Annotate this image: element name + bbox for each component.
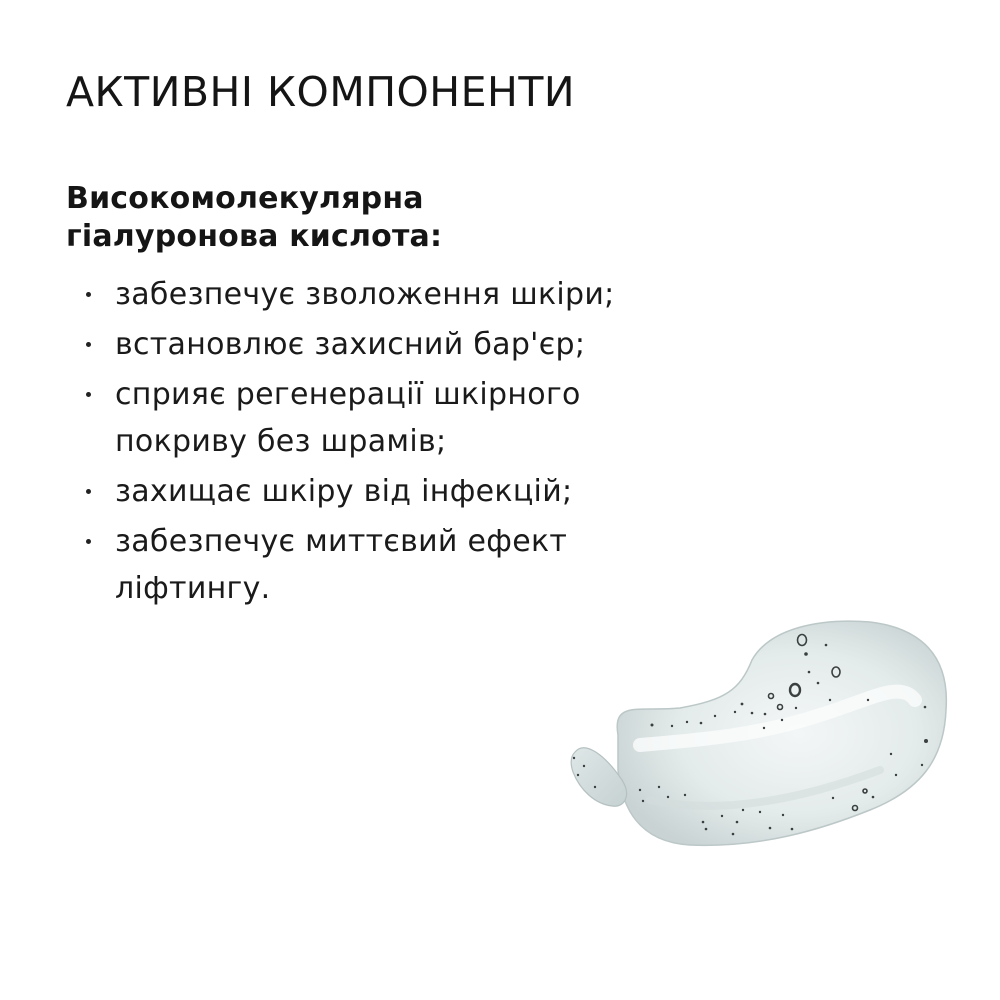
bullet-icon [86,489,91,494]
benefits-list [84,271,615,615]
gel-drop-image [540,590,980,890]
benefit-item [84,371,615,465]
benefit-text: захищає шкіру від інфекцій; [115,474,573,509]
bullet-icon [86,392,91,397]
benefit-text: встановлює захисний бар'єр; [115,327,586,362]
benefit-item [84,468,615,515]
gel-blob [617,621,946,845]
ingredient-name [66,180,442,256]
benefit-text: сприяє регенерації шкірного [115,377,581,412]
benefit-text: забезпечує миттєвий ефект [115,524,568,559]
benefit-text: ліфтингу. [115,571,271,606]
benefit-text: забезпечує зволоження шкіри; [115,277,615,312]
ingredient-name-line: Високомолекулярна [66,181,424,216]
page-title: АКТИВНІ КОМПОНЕНТИ [66,68,576,116]
bullet-icon [86,292,91,297]
bullet-icon [86,539,91,544]
benefit-item [84,321,615,368]
benefit-item [84,518,615,612]
ingredient-name-line: гіалуронова кислота: [66,219,443,254]
benefit-item [84,271,615,318]
benefit-text: покриву без шрамів; [115,424,447,459]
bullet-icon [86,342,91,347]
